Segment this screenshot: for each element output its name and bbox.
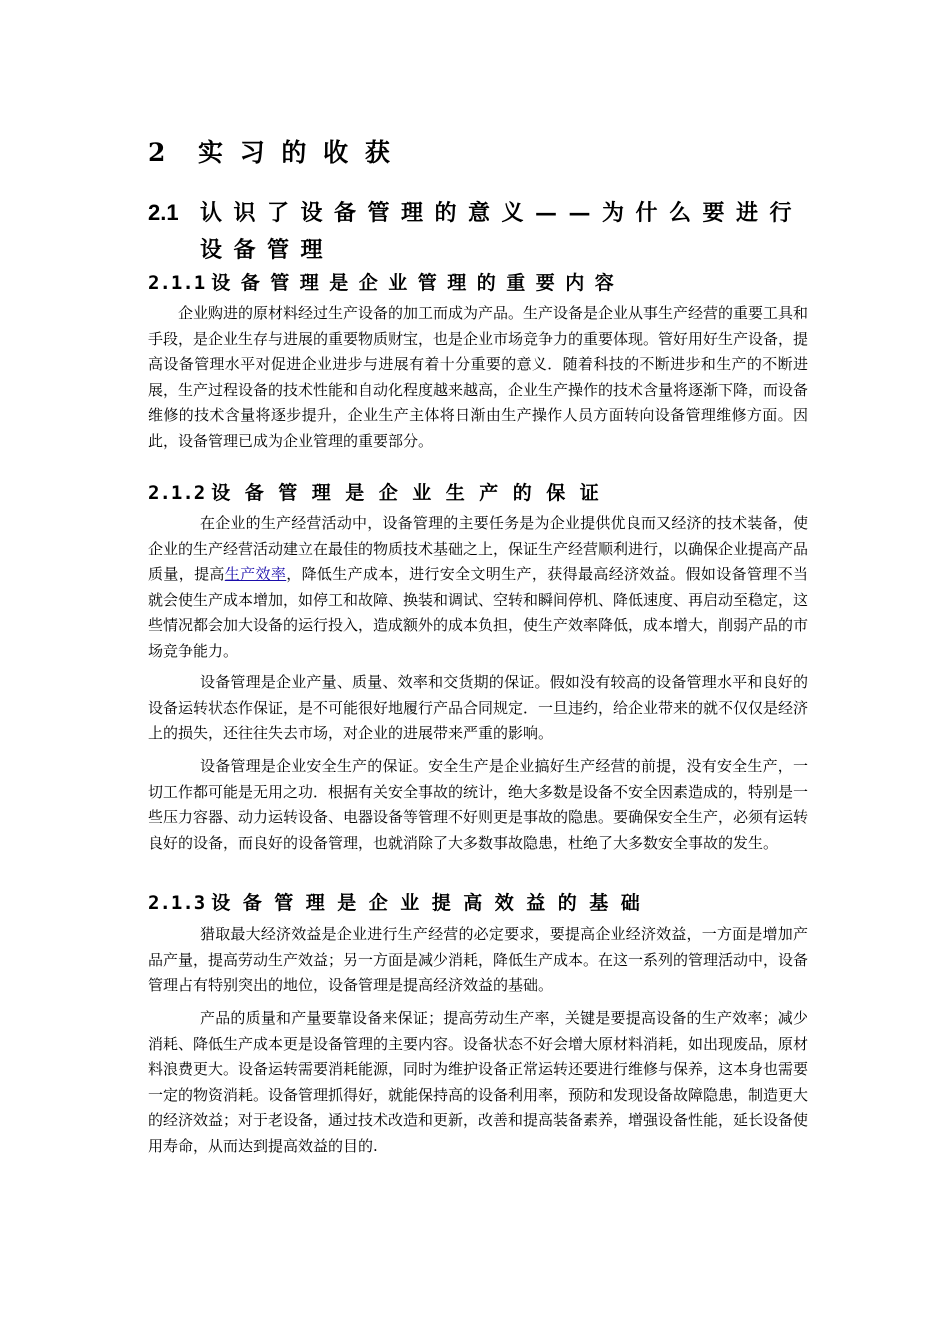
section-title: 实 习 的 收 获 bbox=[198, 138, 394, 167]
production-efficiency-link[interactable]: 生产效率 bbox=[224, 565, 287, 583]
paragraph-text: 在企业的生产经营活动中，设备管理的主要任务是为企业提供优良而又经济的技术装备，使企业的生产经营活动建立在最佳的物质技术基础之上，保证生产经营顺利进行，以确保企业提高产品质量，提高 bbox=[148, 514, 809, 583]
subsection-heading-2-1-cont bbox=[200, 233, 334, 264]
heading-number: 2.1.2 bbox=[148, 482, 206, 504]
heading-title: 设备管理是企业生产的保证 bbox=[211, 482, 614, 504]
heading-title: 设备管理是企业提高效益的基础 bbox=[211, 892, 653, 914]
section-number: 2 bbox=[148, 138, 170, 167]
paragraph: 设备管理是企业产量、质量、效率和交货期的保证。假如没有较高的设备管理水平和良好的设备运转状态作保证，是不可能很好地履行产品合同规定．一旦违约，给企业带来的就不仅仅是经济上的损失，还往往失去市场，对企业的进展带来严重的影响。 bbox=[148, 673, 809, 742]
heading-2-1-1 bbox=[148, 268, 624, 295]
paragraph: 产品的质量和产量要靠设备来保证；提高劳动生产率，关键是要提高设备的生产效率；减少消耗、降低生产成本更是设备管理的主要内容。设备状态不好会增大原材料消耗，如出现废品，原材料浪费更大。设备运转需要消耗能源，同时为维护设备正常运转还要进行维修与保养，这本身也需要一定的物资消耗。设备管理抓得好，就能保持高的设备利用率，预防和发现设备故障隐患，制造更大的经济效益；对于老设备，通过技术改造和更新，改善和提高装备素养，增强设备性能，延长设备使用寿命，从而达到提高效益的目的. bbox=[148, 1009, 809, 1155]
heading-2-1-3 bbox=[148, 888, 652, 915]
paragraph: 猎取最大经济效益是企业进行生产经营的必定要求，要提高企业经济效益，一方面是增加产品产量，提高劳动生产效益；另一方面是减少消耗，降低生产成本。在这一系列的管理活动中，设备管理占有特别突出的地位，设备管理是提高经济效益的基础。 bbox=[148, 925, 809, 994]
section-heading-2 bbox=[148, 133, 394, 169]
heading-number: 2.1.3 bbox=[148, 892, 206, 914]
paragraph: 企业购进的原材料经过生产设备的加工而成为产品。生产设备是企业从事生产经营的重要工具和手段，是企业生存与进展的重要物质财宝，也是企业市场竞争力的重要体现。管好用好生产设备，提高设备管理水平对促进企业进步与进展有着十分重要的意义．随着科技的不断进步和生产的不断进展，生产过程设备的技术性能和自动化程度越来越高，企业生产操作的技术含量将逐渐下降，而设备维修的技术含量将逐步提升，企业生产主体将日渐由生产操作人员方面转向设备管理维修方面。因此，设备管理已成为企业管理的重要部分。 bbox=[148, 304, 809, 450]
paragraph bbox=[148, 511, 808, 664]
paragraph: 设备管理是企业安全生产的保证。安全生产是企业搞好生产经营的前提，没有安全生产，一切工作都可能是无用之功．根据有关安全事故的统计，绝大多数是设备不安全因素造成的，特别是一些压力容器、动力运转设备、电器设备等管理不好则更是事故的隐患。要确保安全生产，必须有运转良好的设备，而良好的设备管理，也就消除了大多数事故隐患，杜绝了大多数安全事故的发生。 bbox=[148, 757, 809, 852]
subsection-title-line2: 设备管理 bbox=[200, 237, 335, 263]
heading-title: 设备管理是企业管理的重要内容 bbox=[211, 272, 625, 294]
heading-2-1-2 bbox=[148, 478, 613, 505]
subsection-number: 2.1 bbox=[148, 200, 179, 225]
paragraph-text: ，降低生产成本，进行安全文明生产，获得最高经济效益。假如设备管理不当就会使生产成本增加，如停工和故障、换装和调试、空转和瞬间停机、降低速度、再启动至稳定，这些情况都会加大设备的运行投入，造成额外的成本负担，使生产效率降低，成本增大，削弱产品的市场竞争能力。 bbox=[148, 565, 809, 660]
subsection-heading-2-1 bbox=[148, 196, 803, 227]
heading-number: 2.1.1 bbox=[148, 272, 206, 294]
subsection-title-line1: 认识了设备管理的意义——为什么要进行 bbox=[200, 200, 804, 226]
